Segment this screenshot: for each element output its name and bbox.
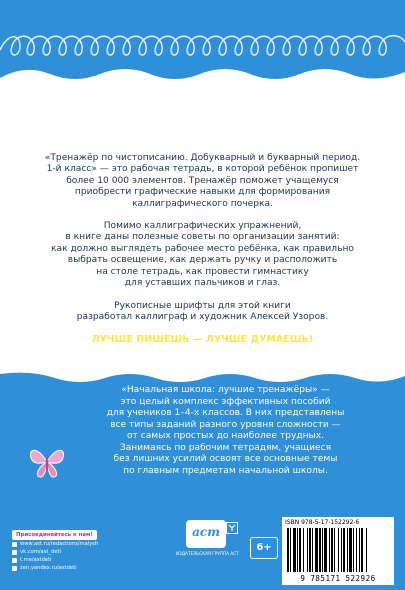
barcode-bar: [312, 528, 313, 572]
tips-line: как должно выглядеть рабочее место ребёнка, как правильно: [51, 243, 354, 254]
barcode-bar: [359, 528, 360, 572]
vk-icon: [12, 550, 17, 555]
book-description: [18, 153, 387, 210]
credits-line: разработал каллиграф и художник Алексей Узоров.: [76, 311, 329, 322]
tips-description: [18, 221, 387, 289]
barcode-bar: [315, 528, 318, 572]
slogan: ЛУЧШЕ ПИШЕШЬ — ЛУЧШЕ ДУМАЕШЬ!: [91, 334, 314, 346]
decorative-loops: [0, 28, 405, 68]
barcode-bar: [347, 528, 348, 572]
publisher-name: ИЗДАТЕЛЬСКАЯ ГРУППА АСТ: [176, 551, 239, 556]
author-bio-line: для дошкольников и учеников младших классов.: [70, 106, 335, 117]
credits-line: Рукописные шрифты для этой книги: [114, 300, 291, 311]
barcode-bar: [290, 528, 291, 572]
author-bio-line: Ольга Васильевна Узорова — педагог-практик,: [77, 84, 328, 94]
main-text-panel: [0, 64, 405, 384]
tips-line: для уставших пальчиков и глаз.: [124, 278, 281, 289]
zen-icon: [12, 566, 17, 571]
series-line: для учеников 1–4-х классов. В них представлены: [106, 408, 345, 418]
barcode-bar: [353, 528, 354, 572]
globe-icon: [12, 542, 17, 547]
description-line: 1-й класс» — это рабочая тетрадь, в которой ребёнок пропишет: [46, 164, 359, 175]
barcode-bar: [349, 528, 352, 572]
barcode-bar: [324, 528, 327, 572]
barcode-bar: [319, 528, 321, 572]
social-link-text: www.ast.ru/redactions/malysh: [20, 541, 99, 547]
barcode-bar: [338, 528, 339, 572]
series-line: все типы заданий разного уровня сложности —: [110, 419, 341, 430]
series-line: по главным предметам начальной школы.: [123, 465, 328, 476]
description-line: «Тренажёр по чистописанию. Добукварный и букварный период.: [44, 153, 361, 164]
barcode-bar: [343, 528, 345, 572]
author-bio-line: автор более 6 000 учебных, методических и развивающих пособий: [23, 95, 382, 106]
isbn-digits: 9 785171 522926: [300, 574, 376, 583]
series-line: Занимаясь по рабочим тетрадям, учащиеся: [119, 442, 332, 453]
description-line: каллиграфического почерка.: [132, 198, 273, 209]
series-line: без лишних усилий освоят все основные темы: [113, 454, 338, 464]
description-line: более 10 000 элементов. Тренажёр поможет учащемуся: [66, 175, 339, 186]
barcode-bar: [322, 528, 323, 572]
series-line: от самых простых до наиболее трудных.: [126, 431, 325, 441]
social-link-vk[interactable]: [12, 548, 107, 556]
font-credits: [18, 301, 387, 324]
author-bio: [18, 84, 387, 141]
social-link-telegram[interactable]: [12, 556, 107, 564]
tips-line: Помимо каллиграфических упражнений,: [103, 221, 302, 232]
butterfly-icon: [28, 444, 66, 480]
telegram-icon: [12, 558, 17, 563]
series-line: это целый комплекс эффективных пособий: [120, 396, 331, 407]
isbn-block: [282, 517, 394, 585]
barcode-bar: [331, 528, 333, 572]
barcode-bar: [356, 528, 357, 572]
social-link-site[interactable]: [12, 540, 107, 548]
social-title: Присоединяйтесь к нам!: [12, 530, 97, 540]
barcode-bar: [293, 528, 296, 572]
author-bio-line: По результатам 2022 года О. В. Узорова признана одним: [50, 118, 355, 129]
barcode-bar: [303, 528, 304, 572]
ast-logo-text: аст: [192, 525, 220, 539]
barcode-icon: [285, 528, 389, 572]
panel-content: [18, 78, 387, 374]
isbn-label: ISBN 978-5-17-152292-6: [285, 519, 360, 526]
series-description: [60, 385, 391, 477]
author-bio-line: из наиболее востребованных в России авторов учебных пособий.: [29, 129, 376, 140]
social-link-zen[interactable]: [12, 564, 107, 572]
description-line: приобрести графические навыки для формирования: [74, 187, 331, 198]
social-links: [12, 521, 107, 572]
barcode-bar: [329, 528, 330, 572]
age-rating: 6+: [250, 537, 278, 559]
tips-line: на столе тетрадь, как провести гимнастику: [96, 266, 309, 277]
conformity-mark-icon: [226, 522, 238, 534]
barcode-bar: [287, 528, 289, 572]
barcode-bar: [307, 528, 308, 572]
barcode-bar: [341, 528, 342, 572]
barcode-bar: [297, 528, 298, 572]
barcode-bar: [334, 528, 335, 572]
barcode-bar: [299, 528, 301, 572]
social-link-text: zen.yandex.ru/astdeti: [20, 565, 77, 571]
social-link-text: t.me/astdeti: [20, 557, 52, 563]
series-line: «Начальная школа: лучшие тренажёры» —: [121, 385, 330, 395]
tips-line: в книге даны полезные советы по организации занятий:: [65, 232, 340, 243]
barcode-bar: [309, 528, 311, 572]
social-link-text: vk.com/ast_deti: [20, 549, 62, 555]
ast-logo: [186, 520, 226, 548]
tips-line: выбрать освещение, как держать ручку и расположить: [67, 255, 338, 266]
barcode-bar: [366, 528, 367, 572]
barcode-bar: [361, 528, 363, 572]
